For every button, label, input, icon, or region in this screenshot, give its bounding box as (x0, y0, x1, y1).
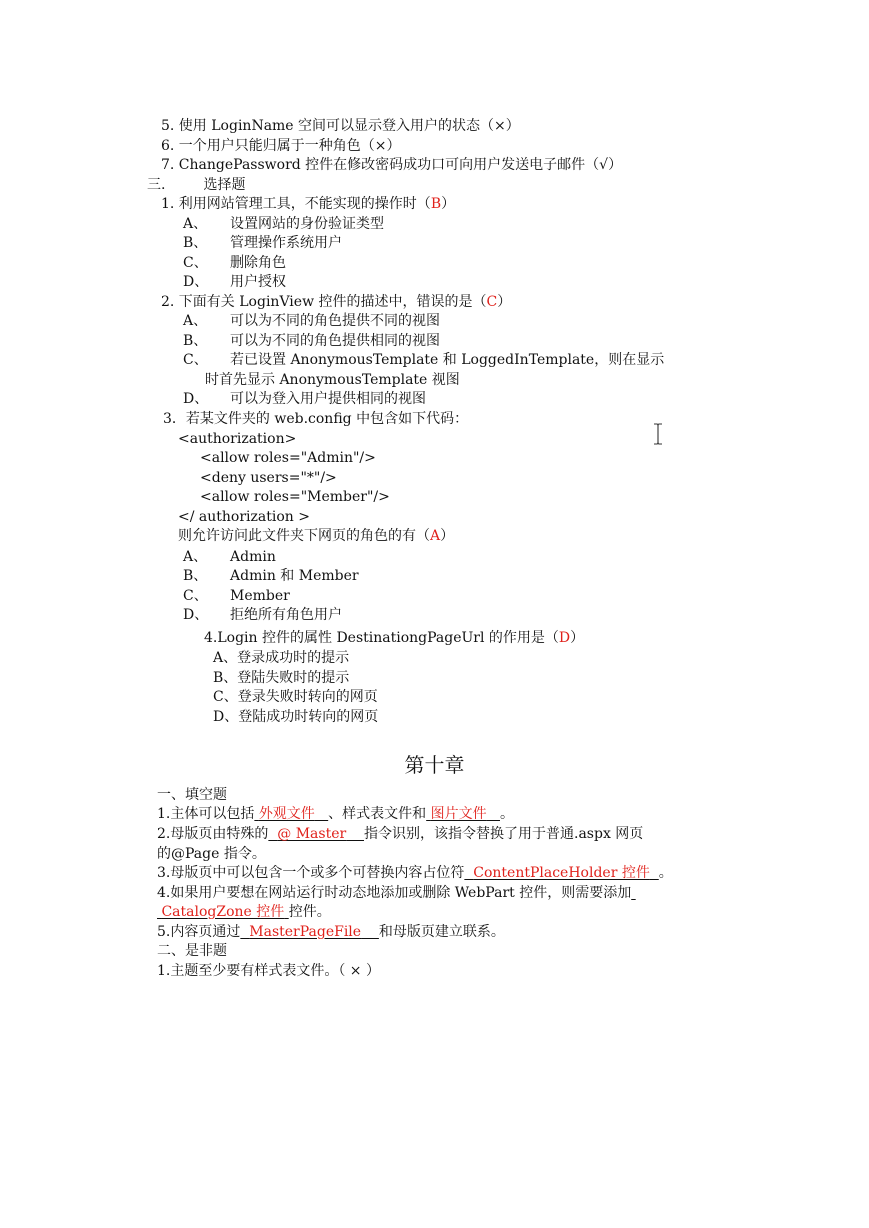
q2-option-b: B、 可以为不同的角色提供相同的视图 (183, 333, 440, 349)
fill-1-answer-1: 外观文件 (258, 806, 315, 822)
q1-option-d: D、 用户授权 (183, 274, 286, 290)
code-line-4: <allow roles="Member"/> (200, 489, 390, 505)
question-3: 3．若某文件夹的 web.config 中包含如下代码： (163, 411, 469, 427)
fill-line-3: 3.母版页中可以包含一个或多个可替换内容占位符 ContentPlaceHolder 控件 。 (157, 865, 673, 881)
section-3-title: 选择题 (203, 177, 246, 193)
text-cursor-icon (653, 423, 663, 445)
q2-option-c: C、 若已设置 AnonymousTemplate 和 LoggedInTemplate，则在显示 (183, 352, 665, 368)
code-line-2: <allow roles="Admin"/> (200, 450, 376, 466)
question-2: 2. 下面有关 LoginView 控件的描述中，错误的是（C） (161, 294, 512, 310)
question-4: 4.Login 控件的属性 DestinationgPageUrl 的作用是（D） (204, 630, 585, 646)
q3-option-d: D、 拒绝所有角色用户 (183, 607, 342, 623)
fill-2-answer: @ Master (277, 826, 347, 842)
q2-option-c-continued: 时首先显示 AnonymousTemplate 视图 (205, 372, 460, 388)
q1-option-c: C、 删除角色 (183, 255, 286, 271)
judge-item-7: 7. ChangePassword 控件在修改密码成功口可向用户发送电子邮件（√） (161, 157, 623, 173)
q1-option-b: B、 管理操作系统用户 (183, 235, 342, 251)
judge-item-6: 6. 一个用户只能归属于一种角色（×） (161, 138, 401, 154)
judge-item-5: 5. 使用 LoginName 空间可以显示登入用户的状态（×） (161, 118, 520, 134)
fill-line-4-continued: CatalogZone 控件 控件。 (157, 903, 331, 921)
fill-5-answer: MasterPageFile (249, 924, 362, 940)
q4-option-d: D、登陆成功时转向的网页 (213, 709, 379, 725)
section-3-number: 三. (147, 177, 166, 193)
q2-option-d: D、 可以为登入用户提供相同的视图 (183, 391, 426, 407)
section-3-heading (147, 176, 245, 194)
fill-line-2: 2.母版页由特殊的 @ Master 指令识别，该指令替换了用于普通.aspx 网页 (157, 826, 644, 842)
fill-3-answer: ContentPlaceHolder 控件 (473, 865, 650, 881)
q4-option-c: C、登录失败时转向的网页 (213, 689, 378, 705)
judge2-item-1: 1.主题至少要有样式表文件。（ × ） (157, 963, 380, 979)
q1-option-a: A、 设置网站的身份验证类型 (183, 216, 384, 232)
fill-1-answer-2: 图片文件 (430, 806, 487, 822)
question-4-answer: D (558, 630, 571, 646)
q3-option-a: A、 Admin (183, 549, 276, 565)
question-2-answer: C (486, 294, 498, 310)
question-3-answer: A (430, 528, 441, 544)
question-3-prompt: 则允许访问此文件夹下网页的角色的有（A） (178, 528, 455, 544)
chapter-title: 第十章 (404, 753, 465, 777)
code-line-5: </ authorization > (178, 509, 310, 525)
fill-line-1: 1.主体可以包括 外观文件 、样式表文件和 图片文件 。 (157, 806, 514, 822)
q2-option-a: A、 可以为不同的角色提供不同的视图 (183, 313, 440, 329)
fill-line-4: 4.如果用户要想在网站运行时动态地添加或删除 WebPart 控件，则需要添加 (157, 885, 632, 901)
q4-option-a: A、登录成功时的提示 (213, 650, 350, 666)
q3-option-b: B、 Admin 和 Member (183, 568, 359, 584)
judge-section-title: 二、是非题 (157, 943, 227, 959)
question-1: 1. 利用网站管理工具，不能实现的操作时（B） (161, 196, 456, 212)
fill-line-2-continued: 的@Page 指令。 (157, 846, 266, 862)
q3-option-c: C、 Member (183, 588, 290, 604)
fill-section-title: 一、填空题 (157, 787, 227, 803)
code-line-1: <authorization> (178, 431, 297, 447)
code-line-3: <deny users="*"/> (200, 470, 337, 486)
fill-line-5: 5.内容页通过 MasterPageFile 和母版页建立联系。 (157, 924, 505, 940)
q4-option-b: B、登陆失败时的提示 (213, 670, 350, 686)
fill-4-answer: CatalogZone 控件 (161, 904, 285, 920)
question-1-answer: B (430, 196, 442, 212)
